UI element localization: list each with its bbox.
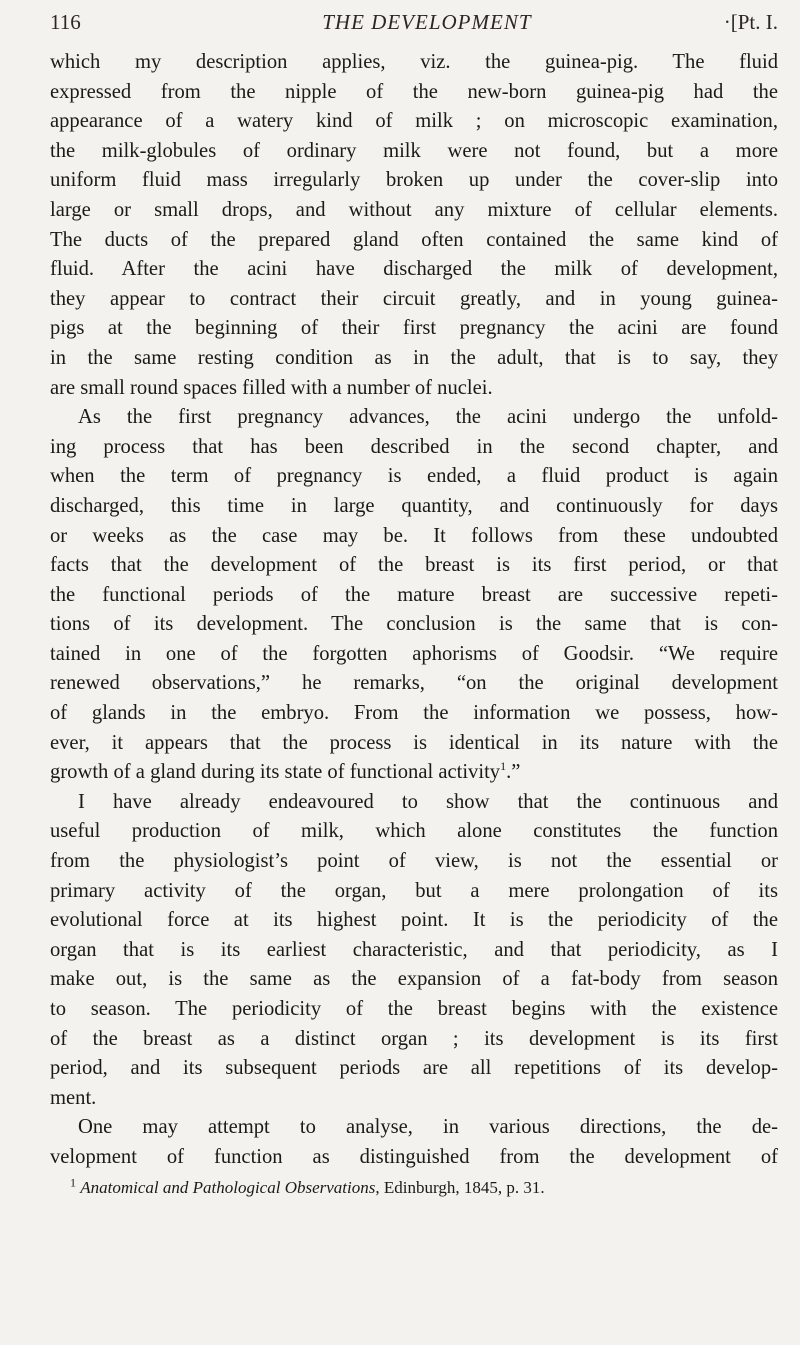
text-line: useful production of milk, which alone constitutes the function bbox=[50, 820, 778, 843]
text-line: the milk-globules of ordinary milk were not found, but a more bbox=[50, 139, 778, 162]
text-line: in the same resting condition as in the adult, that is to say, they bbox=[50, 346, 778, 369]
text-line bbox=[50, 758, 778, 788]
text-line: velopment of function as distinguished from the development of bbox=[50, 1145, 778, 1168]
footnote-marker: 1 bbox=[70, 1174, 76, 1189]
text-line: I have already endeavoured to show that the continuous and bbox=[78, 790, 778, 813]
text-line: ing process that has been described in the second chapter, and bbox=[50, 435, 778, 458]
footnote-title: Anatomical and Pathological Observations bbox=[80, 1177, 376, 1197]
text-line: appearance of a watery kind of milk ; on microscopic examination, bbox=[50, 110, 778, 133]
text-line: of the breast as a distinct organ ; its development is its first bbox=[50, 1027, 778, 1050]
paragraph-3 bbox=[50, 788, 778, 1114]
running-title: THE DEVELOPMENT bbox=[322, 10, 532, 34]
paragraph-4 bbox=[50, 1113, 778, 1172]
paragraph-2 bbox=[50, 403, 778, 788]
text-line: are small round spaces filled with a number of nuclei. bbox=[50, 376, 493, 399]
text-line: from the physiologist’s point of view, is not the essential or bbox=[50, 850, 778, 873]
text-line: expressed from the nipple of the new-born guinea-pig had the bbox=[50, 80, 778, 103]
text-line: discharged, this time in large quantity, and continuously for days bbox=[50, 494, 778, 517]
text-line: they appear to contract their circuit greatly, and in young guinea- bbox=[50, 287, 778, 310]
text-line: uniform fluid mass irregularly broken up under the cover-slip into bbox=[50, 169, 778, 192]
text-line: large or small drops, and without any mixture of cellular elements. bbox=[50, 198, 778, 221]
footnote bbox=[50, 1174, 778, 1199]
text-line: fluid. After the acini have discharged the milk of development, bbox=[50, 258, 778, 281]
text-line: tions of its development. The conclusion is the same that is con- bbox=[50, 613, 778, 636]
text-line: The ducts of the prepared gland often contained the same kind of bbox=[50, 228, 778, 251]
text-line: ment. bbox=[50, 1086, 97, 1109]
closing-quote: .” bbox=[506, 761, 521, 784]
text-line: tained in one of the forgotten aphorisms of Goodsir. “We require bbox=[50, 642, 778, 665]
text-line: make out, is the same as the expansion of a fat-body from season bbox=[50, 968, 778, 991]
footnote-citation: , Edinburgh, 1845, p. 31. bbox=[375, 1177, 545, 1197]
text-line: As the first pregnancy advances, the acini undergo the unfold- bbox=[78, 406, 778, 429]
text-line: pigs at the beginning of their first pregnancy the acini are found bbox=[50, 317, 778, 340]
footnote-ref[interactable]: 1 bbox=[500, 759, 507, 774]
part-label: ·[Pt. I. bbox=[723, 10, 778, 34]
text-line: renewed observations,” he remarks, “on the original development bbox=[50, 672, 778, 695]
text-line: period, and its subsequent periods are all repetitions of its develop- bbox=[50, 1057, 778, 1080]
text-line: when the term of pregnancy is ended, a fluid product is again bbox=[50, 465, 778, 488]
text-line: of glands in the embryo. From the information we possess, how- bbox=[50, 702, 778, 725]
running-header bbox=[50, 10, 778, 40]
text-line: the functional periods of the mature breast are successive repeti- bbox=[50, 583, 778, 606]
text-segment: growth of a gland during its state of functional activity bbox=[50, 761, 501, 784]
text-line: One may attempt to analyse, in various directions, the de- bbox=[78, 1116, 778, 1139]
text-line: organ that is its earliest characteristic, and that periodicity, as I bbox=[50, 938, 778, 961]
text-line: or weeks as the case may be. It follows from these undoubted bbox=[50, 524, 778, 547]
text-line: primary activity of the organ, but a mere prolongation of its bbox=[50, 879, 778, 902]
text-line: to season. The periodicity of the breast begins with the existence bbox=[50, 998, 778, 1020]
text-line: facts that the development of the breast is its first period, or that bbox=[50, 554, 778, 577]
text-line: which my description applies, viz. the guinea-pig. The fluid bbox=[50, 51, 778, 73]
paragraph-1 bbox=[50, 48, 778, 403]
body-text bbox=[50, 48, 778, 1173]
page-number: 116 bbox=[50, 10, 81, 34]
text-line: ever, it appears that the process is identical in its nature with the bbox=[50, 731, 778, 754]
text-line: evolutional force at its highest point. It is the periodicity of the bbox=[50, 909, 778, 932]
